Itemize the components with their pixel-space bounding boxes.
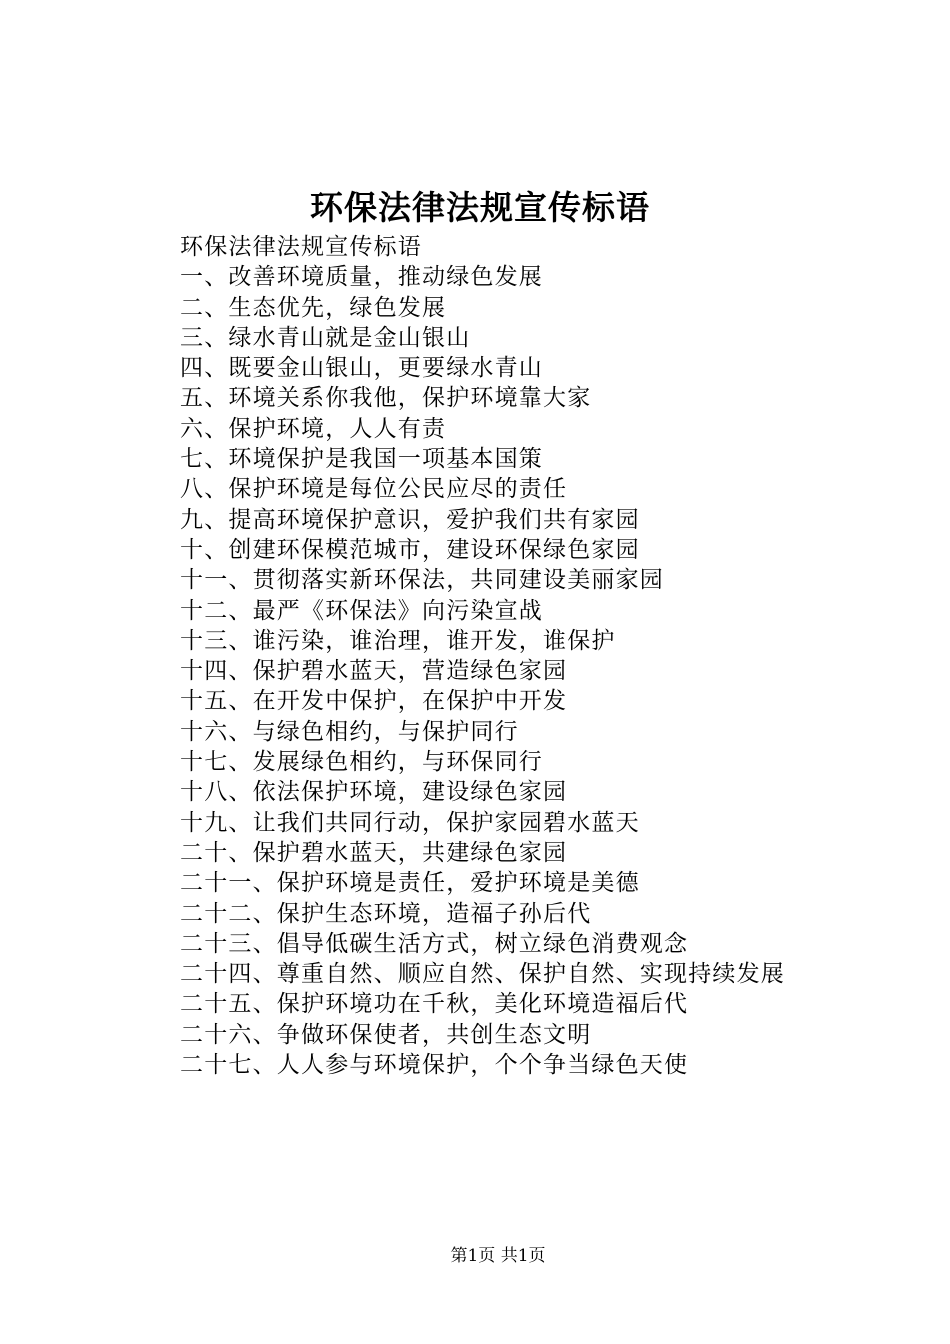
slogan-line: 九、提高环境保护意识，爱护我们共有家园 <box>180 506 640 533</box>
slogan-line: 十六、与绿色相约，与保护同行 <box>180 718 519 745</box>
slogan-line: 二十二、保护生态环境，造福子孙后代 <box>180 900 592 927</box>
slogan-line: 三、绿水青山就是金山银山 <box>180 324 471 351</box>
slogan-line: 十九、让我们共同行动，保护家园碧水蓝天 <box>180 809 640 836</box>
slogan-line: 六、保护环境，人人有责 <box>180 415 447 442</box>
slogan-line: 二十六、争做环保使者，共创生态文明 <box>180 1021 592 1048</box>
slogan-line: 十八、依法保护环境，建设绿色家园 <box>180 779 568 806</box>
slogan-line: 二十七、人人参与环境保护，个个争当绿色天使 <box>180 1052 689 1079</box>
slogan-list <box>180 232 920 1080</box>
slogan-line: 五、环境关系你我他，保护环境靠大家 <box>180 385 592 412</box>
slogan-line: 二十三、倡导低碳生活方式，树立绿色消费观念 <box>180 930 689 957</box>
page-footer: 第1页 共1页 <box>450 1246 546 1266</box>
slogan-line: 二十一、保护环境是责任，爱护环境是美德 <box>180 870 640 897</box>
slogan-line: 十、创建环保模范城市，建设环保绿色家园 <box>180 536 640 563</box>
slogan-line: 十二、最严《环保法》向污染宣战 <box>180 597 543 624</box>
slogan-line: 七、环境保护是我国一项基本国策 <box>180 446 543 473</box>
slogan-line: 一、改善环境质量，推动绿色发展 <box>180 264 543 291</box>
slogan-line: 十一、贯彻落实新环保法，共同建设美丽家园 <box>180 567 664 594</box>
slogan-line: 二、生态优先，绿色发展 <box>180 294 447 321</box>
slogan-line: 二十四、尊重自然、顺应自然、保护自然、实现持续发展 <box>180 961 785 988</box>
slogan-line: 四、既要金山银山，更要绿水青山 <box>180 355 543 382</box>
document-title: 环保法律法规宣传标语 <box>310 188 650 227</box>
slogan-line: 八、保护环境是每位公民应尽的责任 <box>180 476 568 503</box>
slogan-line: 十三、谁污染，谁治理，谁开发，谁保护 <box>180 627 616 654</box>
slogan-line: 二十、保护碧水蓝天，共建绿色家园 <box>180 839 568 866</box>
slogan-line: 十五、在开发中保护，在保护中开发 <box>180 688 568 715</box>
slogan-line: 二十五、保护环境功在千秋，美化环境造福后代 <box>180 991 689 1018</box>
slogan-line: 十七、发展绿色相约，与环保同行 <box>180 749 543 776</box>
slogan-line: 环保法律法规宣传标语 <box>180 234 422 260</box>
slogan-line: 十四、保护碧水蓝天，营造绿色家园 <box>180 658 568 685</box>
